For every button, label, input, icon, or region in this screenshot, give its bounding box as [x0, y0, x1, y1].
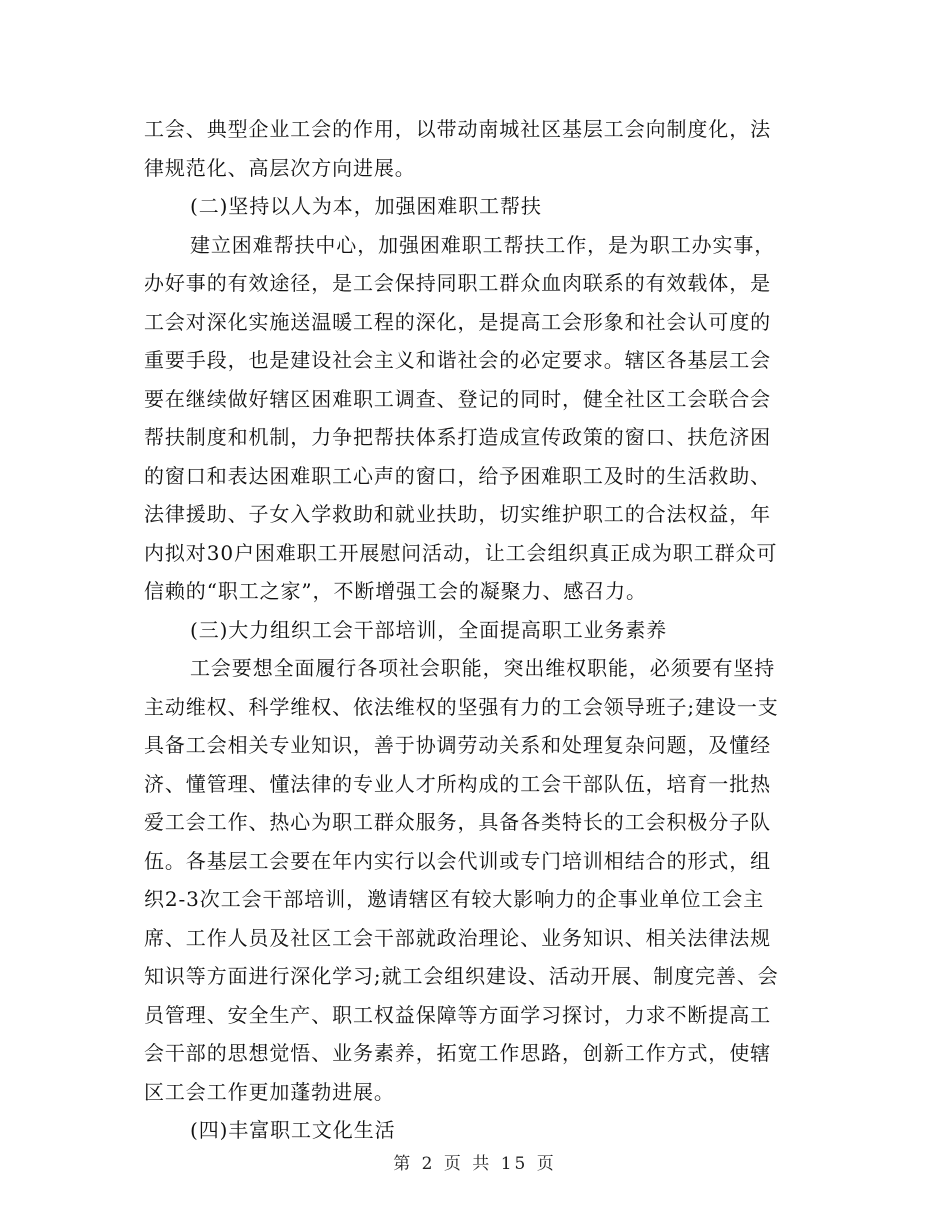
text-line: 爱工会工作、热心为职工群众服务，具备各类特长的工会积极分子队 — [144, 810, 771, 834]
page-number-footer: 第 2 页 共 15 页 — [393, 1154, 557, 1174]
text-line: 建立困难帮扶中心，加强困难职工帮扶工作，是为职工办实事， — [190, 232, 776, 257]
text-line: 席、工作人员及社区工会干部就政治理论、业务知识、相关法律法规 — [144, 925, 771, 950]
text-line: 济、懂管理、懂法律的专业人才所构成的工会干部队伍，培育一批热 — [144, 771, 771, 796]
text-line: 知识等方面进行深化学习;就工会组织建设、活动开展、制度完善、会 — [144, 964, 779, 988]
document-body — [144, 110, 806, 1150]
text-line: 区工会工作更加蓬勃进展。 — [144, 1079, 395, 1104]
text-line: 具备工会相关专业知识，善于协调劳动关系和处理复杂问题，及懂经 — [144, 733, 771, 757]
text-line: 会干部的思想觉悟、业务素养，拓宽工作思路，创新工作方式，使辖 — [144, 1041, 771, 1065]
text-line: 织2-3次工会干部培训，邀请辖区有较大影响力的企事业单位工会主 — [144, 887, 765, 911]
text-line: 工会、典型企业工会的作用，以带动南城社区基层工会向制度化，法 — [144, 117, 771, 141]
text-line: (二)坚持以人为本，加强困难职工帮扶 — [190, 194, 542, 218]
text-line: 工会对深化实施送温暖工程的深化，是提高工会形象和社会认可度的 — [144, 309, 771, 334]
text-line: (四)丰富职工文化生活 — [190, 1118, 396, 1142]
text-line: 内拟对30户困难职工开展慰问活动，让工会组织真正成为职工群众可 — [144, 540, 778, 565]
text-line: 主动维权、科学维权、依法维权的坚强有力的工会领导班子;建设一支 — [144, 694, 779, 719]
text-line: 律规范化、高层次方向进展。 — [144, 155, 416, 180]
text-line: 工会要想全面履行各项社会职能，突出维权职能，必须要有坚持 — [190, 656, 776, 680]
text-line: 员管理、安全生产、职工权益保障等方面学习探讨，力求不断提高工 — [144, 1002, 771, 1027]
text-line: 帮扶制度和机制，力争把帮扶体系打造成宣传政策的窗口、扶危济困 — [144, 425, 771, 449]
text-line: (三)大力组织工会干部培训，全面提高职工业务素养 — [190, 617, 668, 642]
text-line: 重要手段，也是建设社会主义和谐社会的必定要求。辖区各基层工会 — [144, 348, 771, 372]
text-line: 要在继续做好辖区困难职工调查、登记的同时，健全社区工会联合会 — [144, 386, 771, 411]
text-line: 的窗口和表达困难职工心声的窗口，给予困难职工及时的生活救助、 — [144, 463, 771, 488]
text-line: 法律援助、子女入学救助和就业扶助，切实维护职工的合法权益，年 — [144, 502, 771, 526]
text-line: 办好事的有效途径，是工会保持同职工群众血肉联系的有效载体，是 — [144, 271, 771, 295]
text-line: 伍。各基层工会要在年内实行以会代训或专门培训相结合的形式，组 — [144, 848, 771, 873]
text-line: 信赖的“职工之家”，不断增强工会的凝聚力、感召力。 — [144, 579, 647, 603]
